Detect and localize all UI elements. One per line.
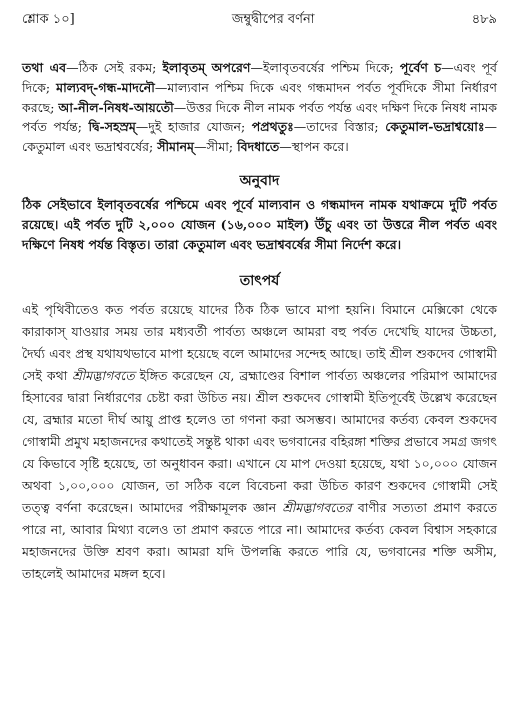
- synonym-meaning: —তাদের বিস্তার;: [293, 119, 386, 135]
- translation-heading: অনুবাদ: [239, 172, 280, 189]
- synonym-term: কেতুমাল-ভদ্রাশ্বয়োঃ: [385, 119, 485, 135]
- synonym-meaning: —ইলাবৃতবর্ষের পশ্চিম দিকে;: [250, 60, 400, 75]
- synonyms-paragraph: [22, 58, 497, 157]
- synonym-meaning: —স্থাপন করে।: [279, 139, 349, 155]
- synonym-term: আ-নীল-নিষধ-আয়তৌ: [58, 99, 174, 115]
- synonym-term: তথা এব: [22, 60, 67, 75]
- synonym-meaning: —ঠিক সেই রকম;: [66, 60, 163, 75]
- scripture-reference: শ্রীমদ্ভাগবতে: [72, 367, 135, 383]
- synonym-term: ইলাবৃতম্ অপরেণ: [162, 60, 251, 75]
- chapter-title: জম্বুদ্বীপের বর্ণনা: [231, 12, 315, 27]
- synonym-meaning: —দুই হাজার যোজন;: [135, 119, 252, 135]
- synonym-term: পপ্রথতুঃ: [251, 119, 294, 135]
- purport-text: [22, 299, 497, 585]
- synonym-term: সীমানম্: [157, 139, 194, 155]
- synonym-term: মাল্যবদ্-গন্ধ-মাদনৌ: [56, 79, 155, 95]
- synonym-term: পূর্বেণ চ: [399, 60, 442, 75]
- synonym-term: দ্বি-সহস্রম্: [88, 119, 136, 135]
- translation-text: ঠিক সেইভাবে ইলাবৃতবর্ষের পশ্চিমে এবং পূর্বে মাল্যবান ও গন্ধমাদন নামক যথাক্রমে দুটি পর্বত রয়েছে। এই পর্বত দুটি ২,০০০ যোজন (১৬,০০০ মাইল) উঁচু এবং তা উত্তরে নীল পর্বত এবং দক্ষিণে নিষধ পর্যন্ত বিস্তৃত। তারা কেতুমাল এবং ভদ্রাশ্ববর্ষের সীমা নির্দেশ করে।: [22, 196, 497, 252]
- verse-reference: শ্লোক ১০]: [22, 12, 75, 27]
- synonym-term: বিদধাতে: [237, 139, 280, 155]
- purport-segment: ইঙ্গিত করেছেন যে, ব্রহ্মাণ্ডের বিশাল পার্বত্য অঞ্চলের পরিমাপ আমাদের হিসাবের দ্বারা নির্ধারণের চেষ্টা করা উচিত নয়। শ্রীল শুকদেব গোস্বামী ইতিপূর্বেই উল্লেখ করেছেন যে, ব্রহ্মার মতো দীর্ঘ আয়ু প্রাপ্ত হলেও তা গণনা করা অসম্ভব। আমাদের কর্তব্য কেবল শুকদেব গোস্বামী প্রমুখ মহাজনদের কথাতেই সন্তুষ্ট থাকা এবং ভগবানের বহিরঙ্গা শক্তির প্রভাবে সমগ্র জগৎ যে কিভাবে সৃষ্টি হয়েছে, তা অনুধাবন করা। এখানে যে মাপ দেওয়া হয়েছে, যথা ১০,০০০ যোজন অথবা ১,০০,০০০ যোজন, তা সঠিক বলে বিবেচনা করা উচিত কারণ শুকদেব গোস্বামী সেই তত্ত্ব বর্ণনা করেছেন। আমাদের পরীক্ষামূলক জ্ঞান: [22, 367, 497, 515]
- synonym-meaning: —উত্তর দিকে নীল নামক পর্বত পর্যন্ত এবং দক্ষিণ দিকে নিষধ নামক পর্বত পর্যন্ত;: [22, 99, 498, 135]
- synonym-meaning: —সীমা;: [194, 139, 238, 155]
- scripture-reference: শ্রীমদ্ভাগবতের: [282, 499, 352, 515]
- running-header: [22, 0, 497, 31]
- synonym-meaning: —কেতুমাল এবং ভদ্রাশ্ববর্ষের;: [22, 119, 498, 155]
- purport-heading: তাৎপর্য: [239, 272, 280, 289]
- synonym-meaning: —মাল্যবান পশ্চিম দিকে এবং গন্ধমাদন পর্বত পূর্বদিকে সীমা নির্ধারণ করছে;: [22, 79, 497, 115]
- purport-segment: এই পৃথিবীতেও কত পর্বত রয়েছে যাদের ঠিক ঠিক ভাবে মাপা হয়নি। বিমানে মেক্সিকো থেকে কারাকাস্ যাওয়ার সময় তার মধ্যবর্তী পার্বত্য অঞ্চলে আমরা বহু পর্বত দেখেছি যাদের উচ্চতা, দৈর্ঘ্য এবং প্রস্থ যথাযথভাবে মাপা হয়েছে বলে আমাদের সন্দেহ আছে। তাই শ্রীল শুকদেব গোস্বামী সেই কথা: [22, 301, 497, 383]
- synonym-meaning: —এবং পূর্ব দিকে;: [22, 60, 498, 95]
- purport-segment: বাণীর সত্যতা প্রমাণ করতে পারে না, আবার মিথ্যা বলেও তা প্রমাণ করতে পারে না। আমাদের কর্তব্য কেবল বিশ্বাস সহকারে মহাজনদের উক্তি শ্রবণ করা। আমরা যদি উপলব্ধি করতে পারি যে, ভগবানের শক্তি অসীম, তাহলেই আমাদের মঙ্গল হবে।: [22, 499, 497, 581]
- page-number: ৪৮৯: [471, 12, 497, 27]
